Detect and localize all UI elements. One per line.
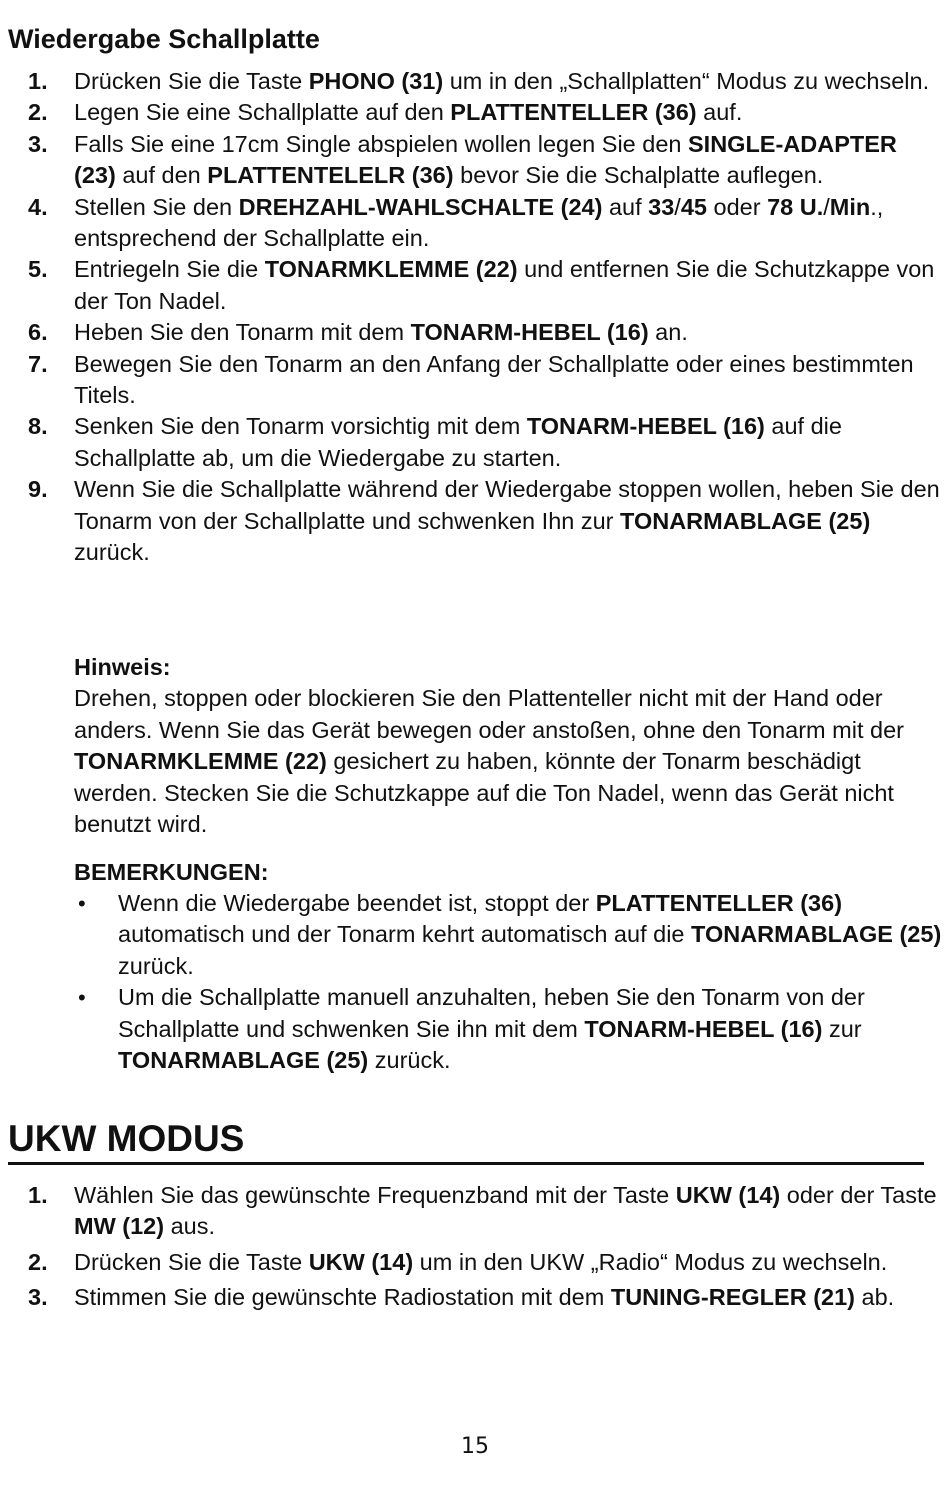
step-text bbox=[74, 349, 942, 412]
playback-steps-list bbox=[0, 66, 950, 569]
bold-reference: UKW (14) bbox=[675, 1182, 781, 1208]
bold-reference: PLATTENTELELR (36) bbox=[207, 162, 454, 189]
bold-reference: PHONO (31) bbox=[308, 68, 444, 94]
step-text bbox=[74, 317, 942, 348]
text-run: Entriegeln Sie die bbox=[74, 256, 265, 283]
step-item bbox=[0, 1282, 950, 1313]
step-item bbox=[0, 349, 950, 412]
text-run: gesichert zu haben, könnte der Tonarm beschädigt werden. Stecken Sie die Schutzkappe auf die Ton Nadel, wenn das Gerät nicht benutzt wird. bbox=[74, 748, 894, 838]
step-number: 1. bbox=[28, 68, 48, 94]
bold-reference: TONARM-HEBEL (16) bbox=[526, 413, 765, 440]
text-run: Wenn Sie die Schallplatte während der Wiedergabe stoppen wollen, heben Sie den Tonarm von der Schallplatte und schwenken Ihn zur bbox=[74, 476, 940, 534]
step-number: 2. bbox=[28, 1248, 48, 1275]
step-number: 3. bbox=[28, 1284, 48, 1311]
bold-reference: TONARMKLEMME (22) bbox=[74, 748, 327, 775]
step-item bbox=[0, 317, 950, 348]
bold-reference: MW (12) bbox=[74, 1213, 165, 1240]
text-run: Wählen Sie das gewünschte Frequenzband mit der Taste bbox=[74, 1182, 676, 1208]
text-run: oder der Taste bbox=[780, 1182, 937, 1208]
remark-text bbox=[118, 888, 942, 982]
bold-reference: TUNING-REGLER (21) bbox=[610, 1284, 855, 1311]
bold-reference: TONARMKLEMME (22) bbox=[264, 256, 518, 283]
text-run: Stellen Sie den bbox=[74, 193, 239, 220]
text-run: zurück. bbox=[74, 539, 150, 566]
step-number: 8. bbox=[28, 413, 48, 440]
text-run: Wenn die Wiedergabe beendet ist, stoppt der bbox=[118, 890, 596, 916]
step-text bbox=[74, 474, 942, 568]
bold-reference: UKW (14) bbox=[308, 1248, 414, 1275]
bold-reference: SINGLE-ADAPTER (23) bbox=[74, 130, 897, 189]
text-run: auf die Schallplatte ab, um die Wiedergabe zu starten. bbox=[74, 413, 842, 471]
step-number: 9. bbox=[28, 476, 48, 503]
text-run: / bbox=[674, 193, 681, 220]
text-run: Stimmen Sie die gewünschte Radiostation mit dem bbox=[74, 1284, 611, 1311]
step-item bbox=[0, 129, 950, 192]
text-run: an. bbox=[648, 319, 688, 346]
section-heading-ukw: UKW MODUS bbox=[8, 1118, 924, 1165]
step-text bbox=[74, 411, 942, 474]
step-text bbox=[74, 129, 942, 192]
text-run: ., entsprechend der Schallplatte ein. bbox=[74, 193, 884, 252]
step-text bbox=[74, 192, 942, 255]
bold-reference: 45 bbox=[680, 193, 707, 220]
step-item bbox=[0, 411, 950, 474]
step-number: 5. bbox=[28, 256, 48, 283]
bold-reference: TONARMABLAGE (25) bbox=[691, 921, 942, 948]
remarks-heading-block bbox=[74, 857, 942, 888]
step-item bbox=[0, 97, 950, 128]
page-number: 15 bbox=[461, 1434, 489, 1459]
bullet-icon: • bbox=[78, 891, 86, 916]
text-run: um in den UKW „Radio“ Modus zu wechseln. bbox=[413, 1248, 888, 1275]
step-item bbox=[0, 1180, 950, 1243]
step-text bbox=[74, 1282, 942, 1313]
step-item bbox=[0, 192, 950, 255]
text-run: Falls Sie eine 17cm Single abspielen wollen legen Sie den bbox=[74, 130, 688, 157]
step-text bbox=[74, 97, 942, 128]
step-item bbox=[0, 474, 950, 568]
section-heading-wiedergabe: Wiedergabe Schallplatte bbox=[8, 24, 320, 54]
text-run: um in den „Schallplatten“ Modus zu wechseln. bbox=[443, 68, 930, 94]
step-item bbox=[0, 254, 950, 317]
text-run: ab. bbox=[855, 1284, 895, 1311]
text-run: Drücken Sie die Taste bbox=[74, 1248, 309, 1275]
step-text bbox=[74, 66, 942, 97]
text-run: oder bbox=[706, 193, 768, 220]
step-number: 1. bbox=[28, 1182, 48, 1208]
remarks-list bbox=[74, 888, 942, 1076]
text-run: automatisch und der Tonarm kehrt automatisch auf die bbox=[118, 921, 692, 948]
step-text bbox=[74, 1247, 942, 1278]
bold-reference: DREHZAHL-WAHLSCHALTE (24) bbox=[238, 193, 603, 220]
text-run: / bbox=[823, 193, 830, 220]
text-run: zur bbox=[822, 1015, 862, 1042]
text-run: auf den bbox=[115, 162, 208, 189]
bold-reference: Min bbox=[829, 193, 871, 220]
text-run: Heben Sie den Tonarm mit dem bbox=[74, 319, 411, 346]
step-number: 7. bbox=[28, 350, 48, 377]
text-run: aus. bbox=[164, 1213, 216, 1240]
text-run: auf bbox=[602, 193, 649, 220]
hint-label: Hinweis: bbox=[74, 654, 171, 680]
step-text bbox=[74, 1180, 942, 1243]
text-run: bevor Sie die Schalplatte auflegen. bbox=[453, 162, 824, 189]
bullet-icon: • bbox=[78, 985, 86, 1011]
hint-note bbox=[74, 652, 942, 840]
text-run: Senken Sie den Tonarm vorsichtig mit dem bbox=[74, 413, 527, 440]
step-item bbox=[0, 66, 950, 97]
remarks-label: BEMERKUNGEN: bbox=[74, 859, 269, 885]
bold-reference: TONARM-HEBEL (16) bbox=[410, 319, 649, 346]
step-number: 3. bbox=[28, 130, 48, 157]
text-run: zurück. bbox=[118, 952, 194, 979]
bold-reference: TONARM-HEBEL (16) bbox=[584, 1015, 823, 1042]
bold-reference: PLATTENTELLER (36) bbox=[450, 99, 697, 126]
remark-item bbox=[74, 982, 942, 1076]
bold-reference: TONARMABLAGE (25) bbox=[620, 507, 871, 534]
bold-reference: TONARMABLAGE (25) bbox=[118, 1047, 369, 1074]
ukw-steps-list bbox=[0, 1180, 950, 1314]
step-number: 4. bbox=[28, 193, 48, 220]
text-run: Um die Schallplatte manuell anzuhalten, heben Sie den Tonarm von der Schallplatte und schwenken Sie ihn mit dem bbox=[118, 984, 865, 1042]
bold-reference: 33 bbox=[648, 193, 675, 220]
step-item bbox=[0, 1247, 950, 1278]
hint-text bbox=[74, 685, 904, 837]
step-text bbox=[74, 254, 942, 317]
remark-text bbox=[118, 982, 942, 1076]
text-run: Drehen, stoppen oder blockieren Sie den Plattenteller nicht mit der Hand oder anders. Wenn Sie das Gerät bewegen oder anstoßen, ohne den Tonarm mit der bbox=[74, 685, 904, 743]
text-run: Drücken Sie die Taste bbox=[74, 68, 309, 94]
step-number: 6. bbox=[28, 319, 48, 346]
remark-item bbox=[74, 888, 942, 982]
bold-reference: 78 U. bbox=[767, 193, 824, 220]
text-run: Legen Sie eine Schallplatte auf den bbox=[74, 99, 451, 126]
step-number: 2. bbox=[28, 99, 48, 126]
text-run: und entfernen Sie die Schutzkappe von der Ton Nadel. bbox=[74, 256, 935, 314]
text-run: zurück. bbox=[368, 1047, 451, 1074]
text-run: Bewegen Sie den Tonarm an den Anfang der Schallplatte oder eines bestimmten Titels. bbox=[74, 350, 914, 409]
text-run: auf. bbox=[696, 99, 743, 126]
bold-reference: PLATTENTELLER (36) bbox=[595, 890, 843, 916]
